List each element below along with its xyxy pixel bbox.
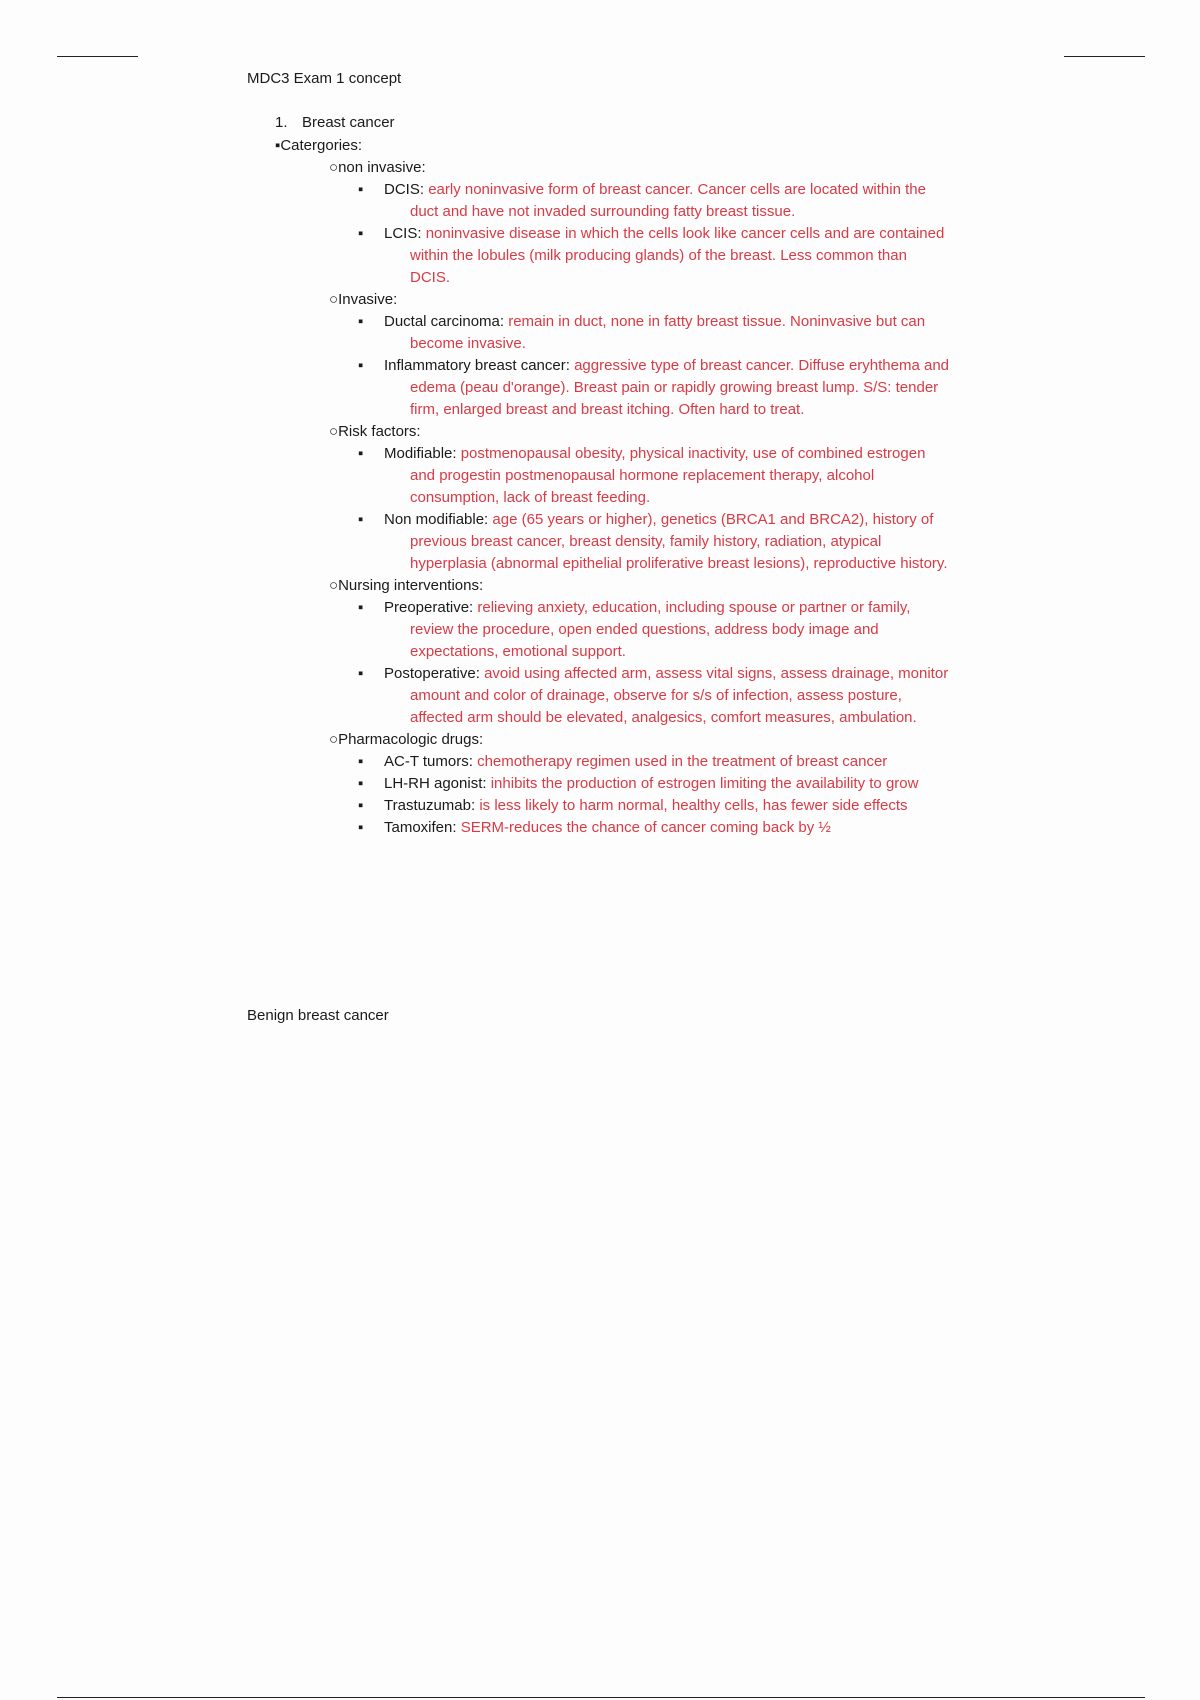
- outline: [0, 135, 1200, 839]
- square-bullet-icon: ▪: [275, 137, 281, 154]
- item-description: aggressive type of breast cancer. Diffuse eryhthema and edema (peau d'orange). Breast pain or rapidly growing breast lump. S/S: tender firm, enlarged breast and breast itching. Often hard to treat.: [410, 357, 950, 418]
- item-description: noninvasive disease in which the cells look like cancer cells and are contained within the lobules (milk producing glands) of the breast. Less common than DCIS.: [410, 225, 945, 286]
- bottom-rule: [57, 1697, 1145, 1698]
- outline-item: ▪ Postoperative: avoid using affected arm, assess vital signs, assess drainage, monitor amount and color of drainage, observe for s/s of infection, assess posture, affected arm should be elevated, analgesics, comfort measures, ambulation.: [358, 665, 949, 726]
- item-term: Ductal carcinoma:: [384, 313, 505, 330]
- group-label: Risk factors:: [338, 423, 421, 440]
- group-label: Nursing interventions:: [338, 577, 484, 594]
- item-term: Modifiable:: [384, 445, 457, 462]
- group-label: Invasive:: [338, 291, 398, 308]
- section-title: Breast cancer: [302, 114, 395, 131]
- outline-item: ▪ Ductal carcinoma: remain in duct, none in fatty breast tissue. Noninvasive but can become invasive.: [358, 313, 926, 352]
- outline-item: ▪ LH-RH agonist: inhibits the production of estrogen limiting the availability to grow: [358, 775, 919, 792]
- outline-item: ▪ Non modifiable: age (65 years or higher), genetics (BRCA1 and BRCA2), history of previous breast cancer, breast density, family history, radiation, atypical hyperplasia (abnormal epithelial proliferative breast lesions), reproductive history.: [358, 511, 948, 572]
- item-description: age (65 years or higher), genetics (BRCA1 and BRCA2), history of previous breast cancer, breast density, family history, radiation, atypical hyperplasia (abnormal epithelial proliferative breast lesions), reproductive history.: [410, 511, 948, 572]
- outline-item: ▪ AC-T tumors: chemotherapy regimen used in the treatment of breast cancer: [358, 753, 888, 770]
- outline-item: ▪ Modifiable: postmenopausal obesity, physical inactivity, use of combined estrogen and progestin postmenopausal hormone replacement therapy, alcohol consumption, lack of breast feeding.: [358, 445, 926, 506]
- categories-heading: [275, 135, 1200, 157]
- item-term: Postoperative:: [384, 665, 480, 682]
- item-term: Preoperative:: [384, 599, 474, 616]
- circle-bullet-icon: ○: [329, 577, 339, 594]
- section-number: 1.: [275, 114, 288, 131]
- group-label: non invasive:: [338, 159, 426, 176]
- item-description: relieving anxiety, education, including spouse or partner or family, review the procedure, open ended questions, address body image and expectations, emotional support.: [410, 599, 911, 660]
- item-description: SERM-reduces the chance of cancer coming back by ½: [460, 819, 831, 836]
- item-term: DCIS:: [384, 181, 425, 198]
- outline-group: [329, 421, 1200, 443]
- item-description: is less likely to harm normal, healthy cells, has fewer side effects: [479, 797, 908, 814]
- outline-item: ▪ Trastuzumab: is less likely to harm normal, healthy cells, has fewer side effects: [358, 797, 908, 814]
- outline-group: [329, 289, 1200, 311]
- document-title: MDC3 Exam 1 concept: [247, 70, 402, 87]
- top-right-rule: [1064, 56, 1145, 57]
- item-term: AC-T tumors:: [384, 753, 473, 770]
- benign-breast-cancer-heading: Benign breast cancer: [247, 1007, 389, 1024]
- item-term: LH-RH agonist:: [384, 775, 487, 792]
- outline-item: ▪ Tamoxifen: SERM-reduces the chance of cancer coming back by ½: [358, 819, 831, 836]
- outline-group: [329, 157, 1200, 179]
- outline-group: [329, 575, 1200, 597]
- circle-bullet-icon: ○: [329, 731, 339, 748]
- categories-label: Catergories:: [280, 137, 363, 154]
- outline-item: ▪ Preoperative: relieving anxiety, education, including spouse or partner or family, review the procedure, open ended questions, address body image and expectations, emotional support.: [358, 599, 911, 660]
- item-term: Tamoxifen:: [384, 819, 457, 836]
- outline-item: ▪ LCIS: noninvasive disease in which the cells look like cancer cells and are contained within the lobules (milk producing glands) of the breast. Less common than DCIS.: [358, 225, 945, 286]
- item-description: avoid using affected arm, assess vital signs, assess drainage, monitor amount and color of drainage, observe for s/s of infection, assess posture, affected arm should be elevated, analgesics, comfort measures, ambulation.: [410, 665, 949, 726]
- item-description: chemotherapy regimen used in the treatment of breast cancer: [477, 753, 888, 770]
- item-term: Inflammatory breast cancer:: [384, 357, 570, 374]
- item-description: inhibits the production of estrogen limiting the availability to grow: [490, 775, 919, 792]
- section-heading: [275, 112, 395, 134]
- item-term: LCIS:: [384, 225, 422, 242]
- outline-item: ▪ DCIS: early noninvasive form of breast cancer. Cancer cells are located within the duct and have not invaded surrounding fatty breast tissue.: [358, 181, 926, 220]
- outline-item: ▪ Inflammatory breast cancer: aggressive type of breast cancer. Diffuse eryhthema and edema (peau d'orange). Breast pain or rapidly growing breast lump. S/S: tender firm, enlarged breast and breast itching. Often hard to treat.: [358, 357, 950, 418]
- group-label: Pharmacologic drugs:: [338, 731, 484, 748]
- circle-bullet-icon: ○: [329, 291, 339, 308]
- item-description: postmenopausal obesity, physical inactivity, use of combined estrogen and progestin postmenopausal hormone replacement therapy, alcohol consumption, lack of breast feeding.: [410, 445, 926, 506]
- circle-bullet-icon: ○: [329, 159, 339, 176]
- top-left-rule: [57, 56, 138, 57]
- item-term: Non modifiable:: [384, 511, 489, 528]
- circle-bullet-icon: ○: [329, 423, 339, 440]
- item-description: remain in duct, none in fatty breast tissue. Noninvasive but can become invasive.: [410, 313, 926, 352]
- item-term: Trastuzumab:: [384, 797, 476, 814]
- outline-group: [329, 729, 1200, 751]
- item-description: early noninvasive form of breast cancer. Cancer cells are located within the duct and have not invaded surrounding fatty breast tissue.: [410, 181, 926, 220]
